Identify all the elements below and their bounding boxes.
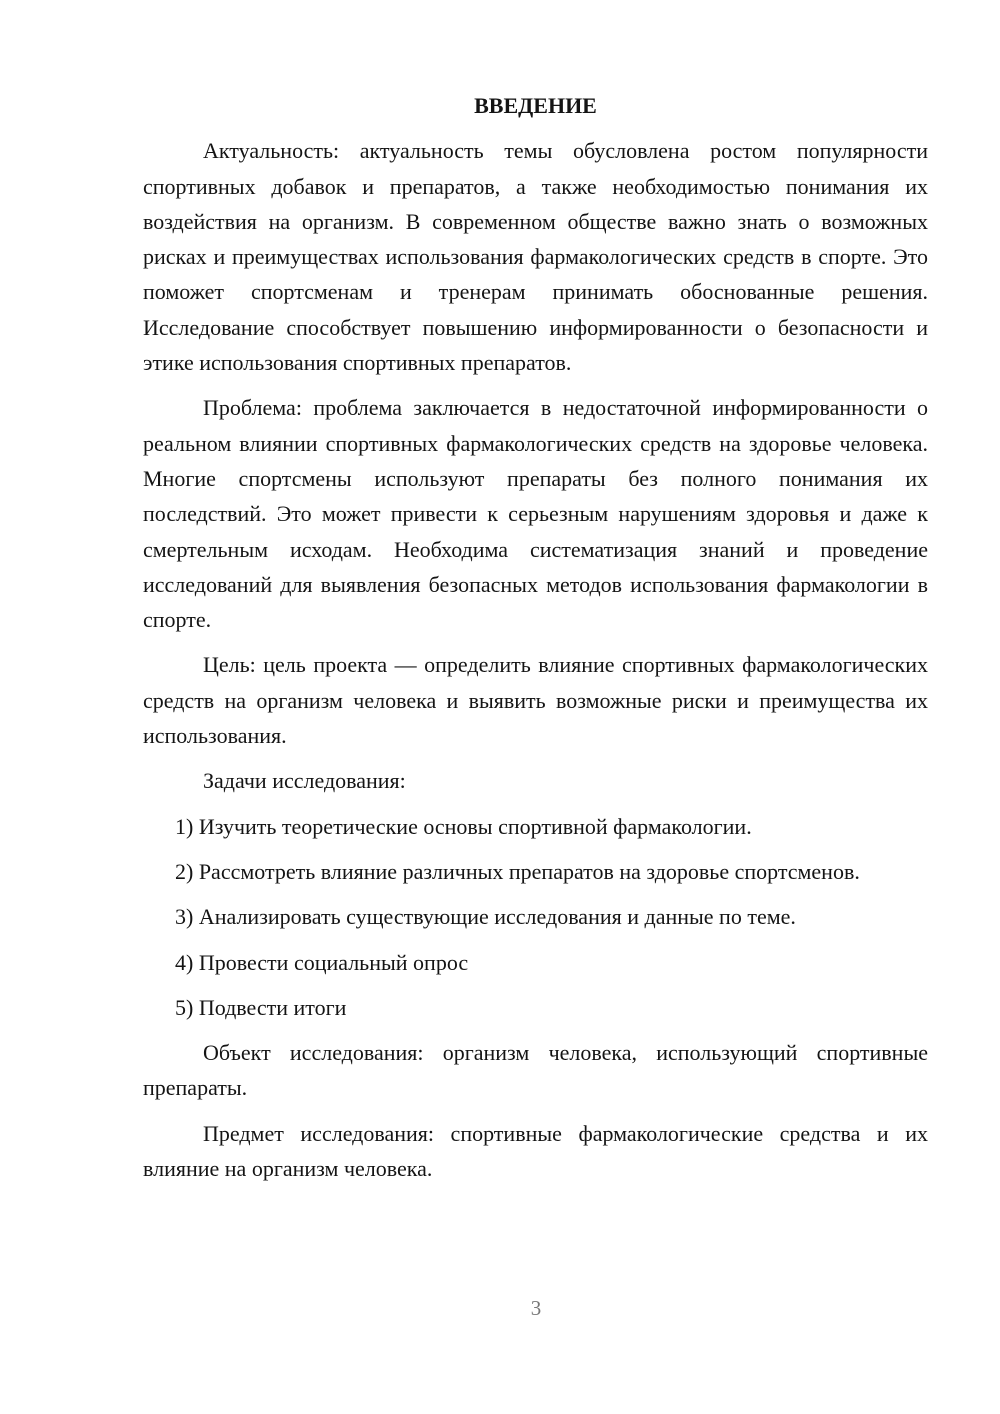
paragraph-object: Объект исследования: организм человека, использующий спортивные препараты. (143, 1040, 928, 1101)
paragraph-subject: Предмет исследования: спортивные фармакологические средства и их влияние на организм человека. (143, 1120, 928, 1182)
task-item-2: 2) Рассмотреть влияние различных препаратов на здоровье спортсменов. (175, 858, 860, 884)
section-title-text: ВВЕДЕНИЕ (474, 93, 597, 118)
paragraph-tasks-heading: Задачи исследования: (203, 768, 406, 794)
task-item-1: 1) Изучить теоретические основы спортивной фармакологии. (175, 813, 752, 839)
task-item-3: 3) Анализировать существующие исследования и данные по теме. (175, 904, 796, 930)
paragraph-problem: Проблема: проблема заключается в недостаточной информированности о реальном влиянии спортивных фармакологических средств на здоровье человека. Многие спортсмены используют препараты без полного понимания их последствий. Это может привести к серьезным нарушениям здоровья и даже к смертельным исходам. Необходима систематизация знаний и проведение исследований для выявления безопасных методов использования фармакологии в спорте. (143, 395, 928, 633)
task-item-4: 4) Провести социальный опрос (175, 949, 469, 975)
task-item-5: 5) Подвести итоги (175, 994, 347, 1020)
page-number: 3 (530, 1296, 542, 1320)
paragraph-relevance: Актуальность: актуальность темы обусловлена ростом популярности спортивных добавок и препаратов, а также необходимостью понимания их воздействия на организм. В современном обществе важно знать о возможных рисках и преимуществах использования фармакологических средств в спорте. Это поможет спортсменам и тренерам принимать обоснованные решения. Исследование способствует повышению информированности о безопасности и этике использования спортивных препаратов. (143, 138, 928, 376)
section-title (143, 88, 928, 123)
paragraph-goal: Цель: цель проекта — определить влияние спортивных фармакологических средств на организм человека и выявить возможные риски и преимущества их использования. (143, 652, 928, 749)
document-page (143, 88, 928, 1186)
